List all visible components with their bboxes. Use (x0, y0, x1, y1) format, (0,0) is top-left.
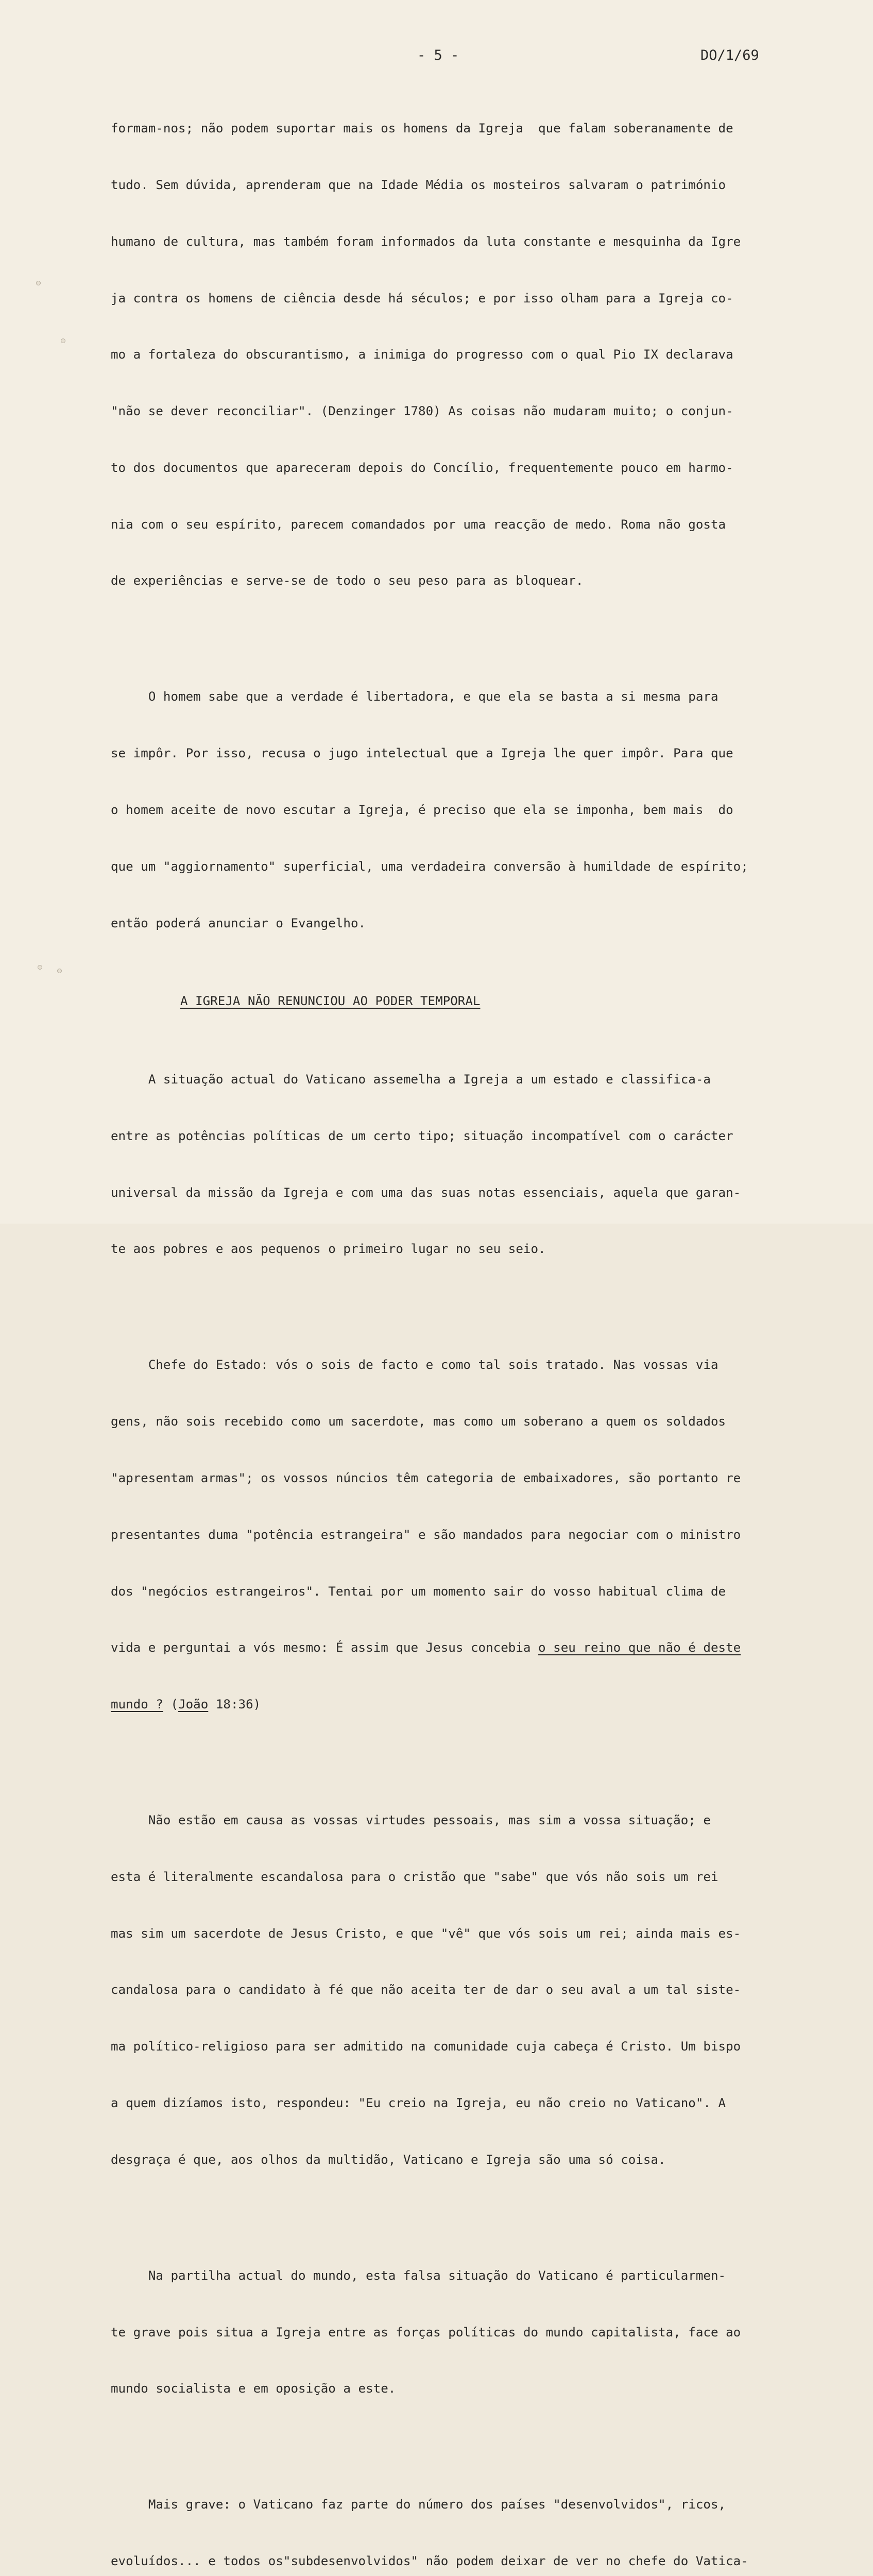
text-line: universal da missão da Igreja e com uma das suas notas essenciais, aquela que garan- (111, 1185, 741, 1200)
text-line: mundo socialista e em oposição a este. (111, 2381, 396, 2396)
text-line: então poderá anunciar o Evangelho. (111, 916, 366, 930)
text-line: de experiências e serve-se de todo o seu peso para as bloquear. (111, 573, 584, 588)
text-line: Chefe do Estado: vós o sois de facto e como tal sois tratado. Nas vossas via (111, 1358, 718, 1372)
paragraph-2 (111, 650, 811, 970)
text-line: mo a fortaleza do obscurantismo, a inimiga do progresso com o qual Pio IX declarava (111, 347, 733, 362)
scripture-verse: 18:36) (215, 1697, 261, 1712)
text-line: se impôr. Por isso, recusa o jugo intelectual que a Igreja lhe quer impôr. Para que (111, 746, 733, 761)
page-header (0, 47, 873, 68)
paragraph-7 (111, 2458, 811, 2576)
text-line: evoluídos... e todos os"subdesenvolvidos" não podem deixar de ver no chefe do Vatica- (111, 2554, 748, 2569)
page-number: - 5 - (417, 47, 459, 63)
text-line: que um "aggiornamento" superficial, uma verdadeira conversão à humildade de espírito; (111, 859, 748, 874)
text-line: A situação actual do Vaticano assemelha a Igreja a um estado e classifica-a (111, 1072, 711, 1087)
text-line: humano de cultura, mas também foram informados da luta constante e mesquinha da Igre (111, 234, 741, 249)
text-line: "não se dever reconciliar". (Denzinger 1780) As coisas não mudaram muito; o conjun- (111, 404, 733, 419)
text-line: to dos documentos que apareceram depois do Concílio, frequentemente pouco em harmo- (111, 460, 733, 475)
paragraph-4 (111, 1318, 811, 1752)
binder-hole-mark (36, 281, 41, 285)
text-line: "apresentam armas"; os vossos núncios têm categoria de embaixadores, são portanto re (111, 1470, 741, 1485)
text-line: Na partilha actual do mundo, esta falsa situação do Vaticano é particularmen- (111, 2268, 726, 2283)
underlined-quote: o seu reino que não é deste (538, 1640, 741, 1655)
binder-hole-mark (38, 965, 42, 970)
paragraph-6 (111, 2229, 811, 2436)
text-line: mundo ? (João 18:36) (111, 1697, 261, 1712)
text-line: a quem dizíamos isto, respondeu: "Eu creio na Igreja, eu não creio no Vaticano". A (111, 2095, 726, 2110)
text-line: desgraça é que, aos olhos da multidão, Vaticano e Igreja são uma só coisa. (111, 2152, 666, 2167)
text-line: tudo. Sem dúvida, aprenderam que na Idade Média os mosteiros salvaram o património (111, 177, 726, 192)
text-run: vida e perguntai a vós mesmo: É assim que Jesus concebia (111, 1640, 539, 1655)
underlined-quote: mundo ? (111, 1697, 163, 1712)
paragraph-3 (111, 1032, 811, 1296)
text-line: o homem aceite de novo escutar a Igreja, é preciso que ela se imponha, bem mais do (111, 802, 733, 817)
document-reference: DO/1/69 (700, 47, 759, 63)
text-line: ja contra os homens de ciência desde há séculos; e por isso olham para a Igreja co- (111, 291, 733, 306)
section-heading: A IGREJA NÃO RENUNCIOU AO PODER TEMPORAL (180, 994, 481, 1009)
binder-hole-mark (57, 969, 62, 973)
text-line: formam-nos; não podem suportar mais os homens da Igreja que falam soberanamente de (111, 121, 733, 136)
paragraph-5 (111, 1773, 811, 2207)
text-line: dos "negócios estrangeiros". Tentai por um momento sair do vosso habitual clima de (111, 1584, 726, 1599)
paragraph-1 (111, 81, 811, 628)
text-line: ma político-religioso para ser admitido na comunidade cuja cabeça é Cristo. Um bispo (111, 2039, 741, 2054)
text-line: esta é literalmente escandalosa para o cristão que "sabe" que vós não sois um rei (111, 1869, 718, 1884)
text-line: entre as potências políticas de um certo tipo; situação incompatível com o carácter (111, 1128, 733, 1143)
text-line: presentantes duma "potência estrangeira" e são mandados para negociar com o ministro (111, 1527, 741, 1542)
document-body (111, 81, 811, 2576)
text-line: te grave pois situa a Igreja entre as forças políticas do mundo capitalista, face ao (111, 2325, 741, 2340)
text-line: Não estão em causa as vossas virtudes pessoais, mas sim a vossa situação; e (111, 1813, 711, 1828)
scripture-reference: João (178, 1697, 209, 1712)
text-line: gens, não sois recebido como um sacerdote, mas como um soberano a quem os soldados (111, 1414, 726, 1429)
text-line (111, 1638, 811, 1657)
text-line: te aos pobres e aos pequenos o primeiro lugar no seu seio. (111, 1242, 546, 1257)
text-line: candalosa para o candidato à fé que não aceita ter de dar o seu aval a um tal siste- (111, 1982, 741, 1997)
text-line: O homem sabe que a verdade é libertadora, e que ela se basta a si mesma para (111, 689, 718, 704)
text-line: Mais grave: o Vaticano faz parte do número dos países "desenvolvidos", ricos, (111, 2497, 726, 2512)
binder-hole-mark (61, 338, 65, 343)
text-line: mas sim um sacerdote de Jesus Cristo, e que "vê" que vós sois um rei; ainda mais es- (111, 1926, 741, 1941)
text-line: nia com o seu espírito, parecem comandados por uma reacção de medo. Roma não gosta (111, 517, 726, 532)
